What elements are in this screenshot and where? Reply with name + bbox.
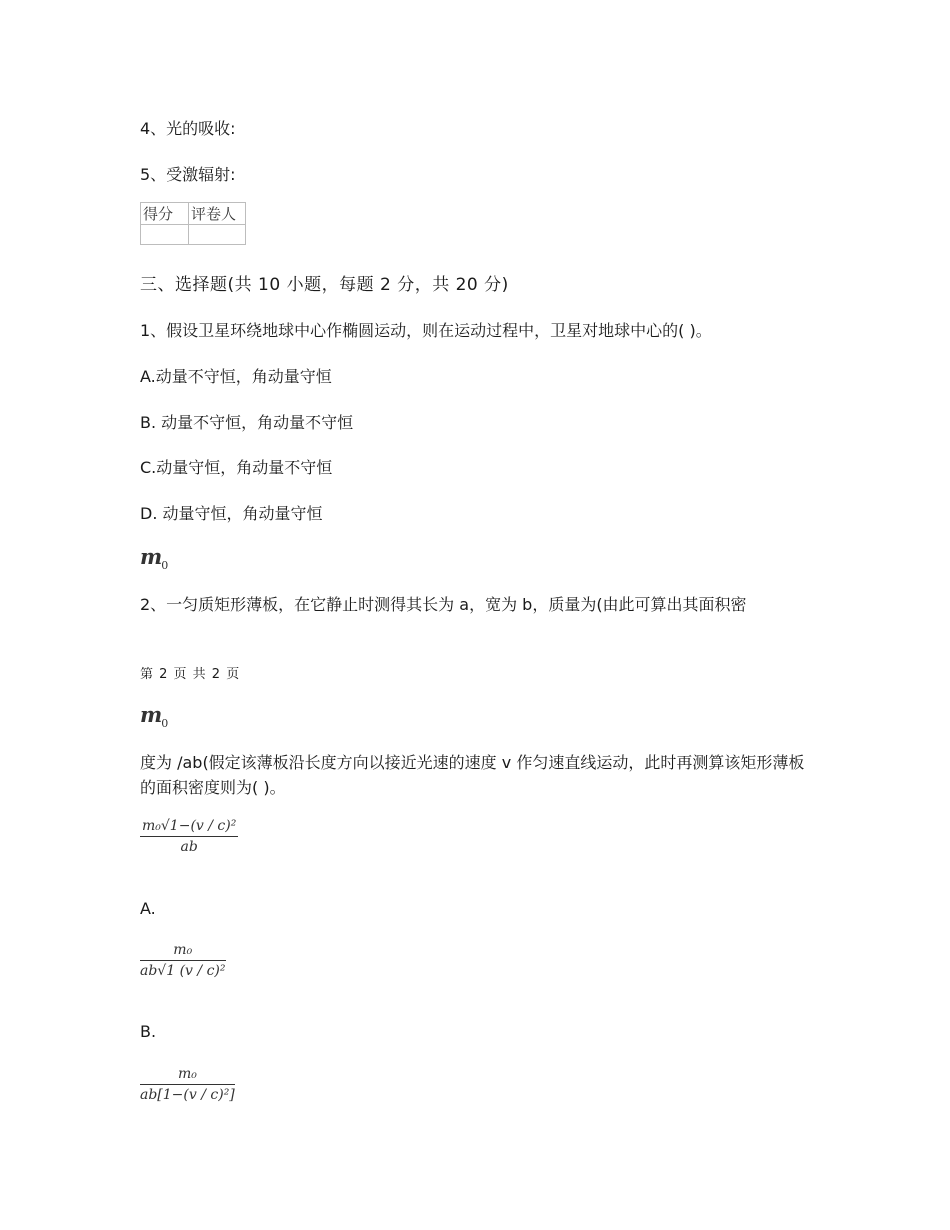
- score-header: 得分: [141, 203, 189, 225]
- m0-symbol: $m_0$: [140, 702, 168, 731]
- grader-cell: [189, 225, 246, 245]
- score-cell: [141, 225, 189, 245]
- formula-3-denominator: ab[1−(v / c)²]: [140, 1087, 235, 1103]
- formula-3: [140, 1066, 235, 1103]
- section-title: 三、选择题(共 10 小题，每题 2 分，共 20 分): [140, 275, 509, 295]
- item-4-light-absorption: 4、光的吸收:: [140, 119, 236, 138]
- formula-1-numerator: m₀√1−(v / c)²: [140, 818, 238, 837]
- m0-symbol: $m_0$: [140, 544, 168, 573]
- formula-2-denominator: ab√1 (v / c)²: [140, 963, 226, 979]
- formula-2-numerator: m₀: [140, 942, 226, 961]
- question-1-option-d: D. 动量守恒，角动量守恒: [140, 504, 323, 523]
- question-2-option-b-label: B.: [140, 1022, 157, 1041]
- formula-2: [140, 942, 226, 979]
- formula-1: [140, 818, 238, 855]
- question-2-option-a-label: A.: [140, 899, 156, 918]
- question-1-stem: 1、假设卫星环绕地球中心作椭圆运动，则在运动过程中，卫星对地球中心的( )。: [140, 321, 712, 340]
- formula-3-numerator: m₀: [140, 1066, 235, 1085]
- question-2-stem-part2: 度为 /ab(假定该薄板沿长度方向以接近光速的速度 v 作匀速直线运动，此时再测算该矩形薄板的面积密度则为( )。: [140, 753, 805, 797]
- grader-header: 评卷人: [189, 203, 246, 225]
- question-1-option-b: B. 动量不守恒，角动量不守恒: [140, 413, 354, 432]
- item-5-stimulated-emission: 5、受激辐射:: [140, 165, 236, 184]
- question-2-stem-part1: 2、一匀质矩形薄板，在它静止时测得其长为 a，宽为 b，质量为(由此可算出其面积密: [140, 595, 747, 614]
- score-table: [140, 202, 246, 245]
- question-1-option-a: A.动量不守恒，角动量守恒: [140, 367, 332, 386]
- formula-1-denominator: ab: [180, 839, 198, 855]
- page-footer: 第 2 页 共 2 页: [140, 667, 241, 682]
- question-1-option-c: C.动量守恒，角动量不守恒: [140, 458, 333, 477]
